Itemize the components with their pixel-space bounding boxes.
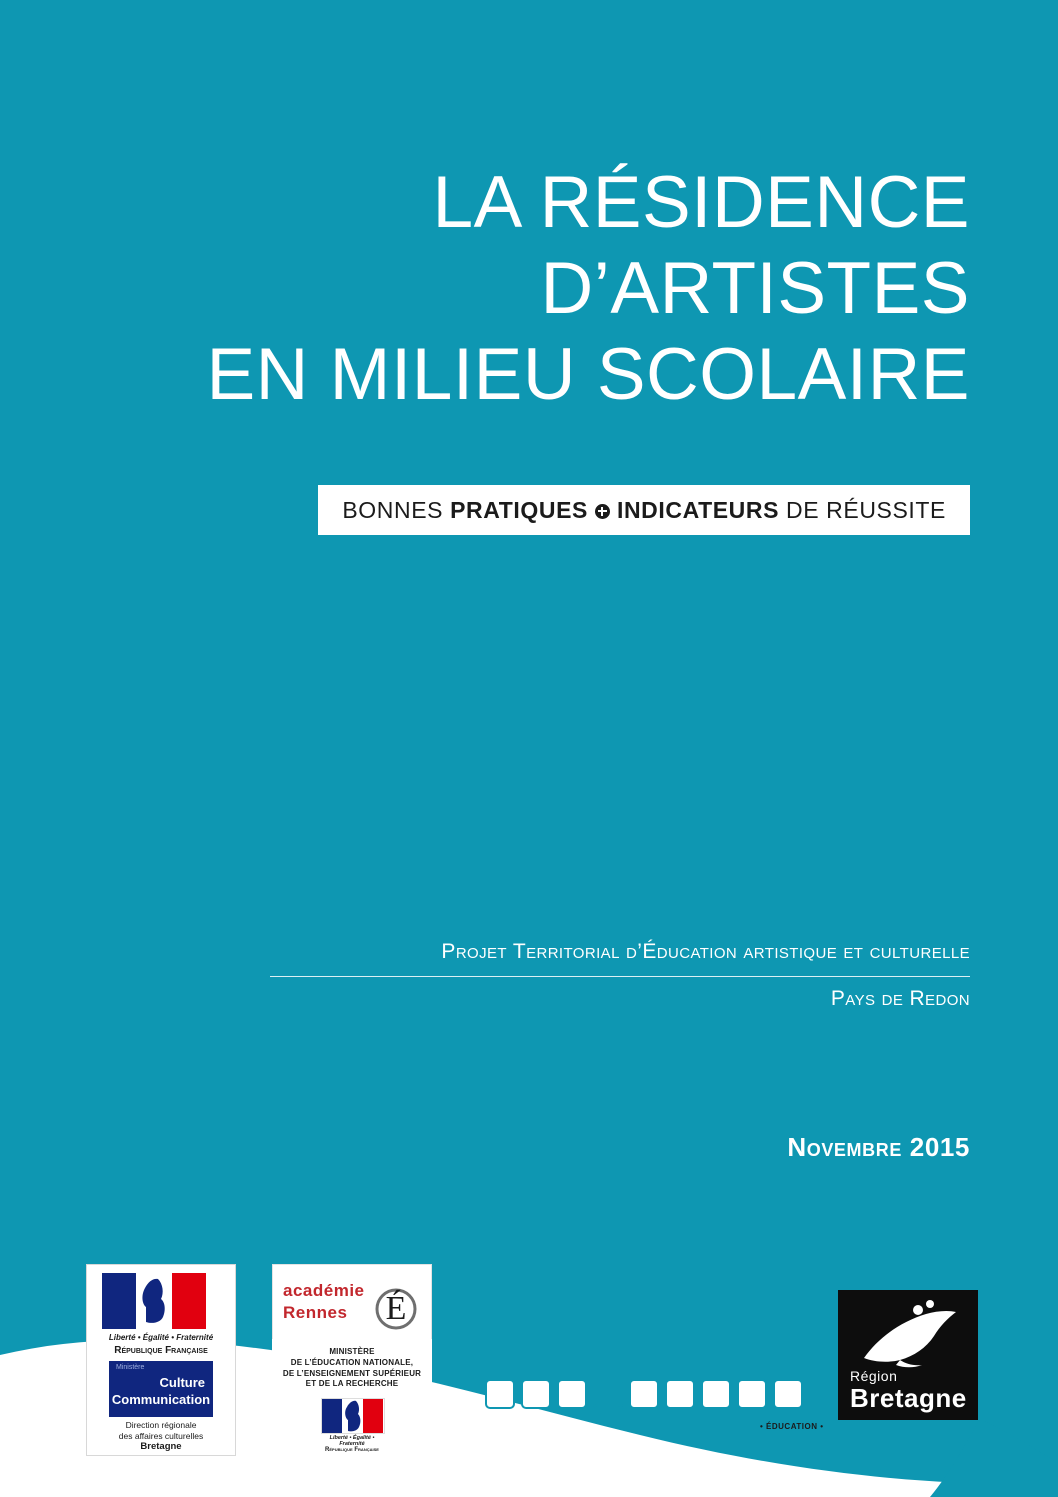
culture-label: Culture <box>159 1375 205 1390</box>
subtitle-banner <box>318 485 970 535</box>
project-line: Projet Territorial d’Éducation artistique et culturelle <box>441 940 970 963</box>
page-title <box>90 160 970 418</box>
marianne-profile-icon-small <box>342 1399 363 1433</box>
date-line: Novembre 2015 <box>787 1132 970 1162</box>
academie-rennes-logo <box>272 1264 432 1454</box>
academie-word: académie <box>283 1281 365 1300</box>
title-line-3: EN MILIEU SCOLAIRE <box>206 334 970 416</box>
dot-1 <box>485 1379 515 1409</box>
communication-label: Communication <box>111 1392 211 1407</box>
education-dots <box>485 1379 803 1409</box>
me-line-1: MINISTÈRE <box>329 1347 375 1356</box>
marianne-republique: République Française <box>114 1345 208 1356</box>
bretagne-label: Bretagne <box>850 1383 967 1413</box>
me-line-3: DE L’ENSEIGNEMENT SUPÉRIEUR <box>282 1368 422 1378</box>
subtitle-text <box>342 497 946 524</box>
drac-line-2: des affaires culturelles <box>118 1430 204 1441</box>
ministere-education-text <box>272 1339 432 1390</box>
french-flag-icon-small <box>321 1398 385 1434</box>
ministere-label: Ministère <box>116 1364 145 1371</box>
rennes-word: Rennes <box>283 1303 348 1322</box>
dot-7 <box>701 1379 731 1409</box>
dot-3 <box>557 1379 587 1409</box>
drac-text <box>87 1420 235 1453</box>
academie-flag-block <box>321 1398 383 1453</box>
academie-devise: Liberté • Égalité • Fraternité <box>329 1435 375 1448</box>
subtitle-bold-pratiques: PRATIQUES <box>450 496 588 523</box>
place-line: Pays de Redon <box>830 987 970 1010</box>
dot-6 <box>665 1379 695 1409</box>
ministere-culture-logo <box>86 1264 236 1456</box>
region-bretagne-logo <box>838 1290 978 1420</box>
drac-region: Bretagne <box>140 1441 182 1453</box>
title-line-2: D’ARTISTES <box>540 248 970 330</box>
subtitle-bold-indicateurs: INDICATEURS <box>616 496 780 523</box>
marianne-profile-icon <box>138 1277 168 1325</box>
culture-band <box>109 1361 213 1417</box>
dot-2 <box>521 1379 551 1409</box>
french-flag-icon <box>102 1273 206 1329</box>
marianne-devise: Liberté • Égalité • Fraternité <box>108 1333 214 1342</box>
title-line-1: LA RÉSIDENCE <box>432 162 970 243</box>
academie-republique: République Française <box>325 1447 379 1454</box>
drac-line-1: Direction régionale <box>125 1420 197 1430</box>
e-accent-icon <box>373 1273 419 1331</box>
project-info <box>270 940 970 1011</box>
subtitle-before: BONNES <box>342 496 451 523</box>
academie-wordmark <box>272 1264 432 1339</box>
dot-5 <box>629 1379 659 1409</box>
dot-8 <box>737 1379 767 1409</box>
plus-circle-icon <box>595 504 610 519</box>
me-line-4: ET DE LA RECHERCHE <box>305 1379 399 1389</box>
region-label: Région <box>850 1368 898 1384</box>
divider <box>270 976 970 977</box>
education-caption: • ÉDUCATION • <box>760 1422 824 1431</box>
subtitle-after: DE RÉUSSITE <box>779 496 946 523</box>
me-line-2: DE L’ÉDUCATION NATIONALE, <box>290 1357 414 1367</box>
bretagne-bird-icon <box>856 1298 962 1370</box>
dot-9 <box>773 1379 803 1409</box>
svg-text:É: É <box>385 1290 407 1327</box>
dot-4-filled <box>593 1379 623 1409</box>
